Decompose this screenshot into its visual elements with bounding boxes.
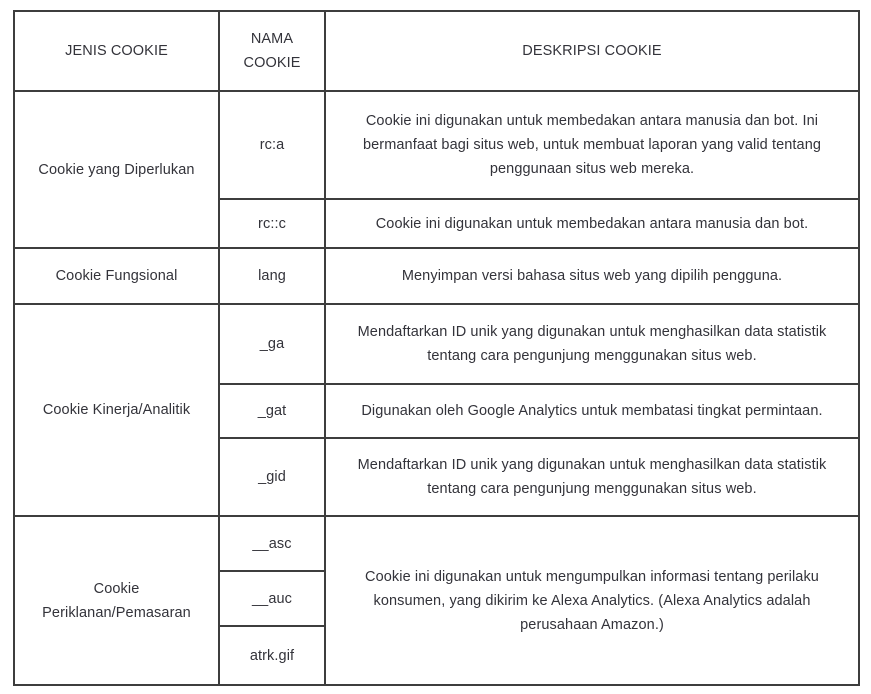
cookie-description-cell: Menyimpan versi bahasa situs web yang dipilih pengguna. [325, 248, 859, 304]
table-header-row [14, 11, 859, 91]
cookie-table [13, 10, 860, 686]
table-row [14, 516, 859, 571]
cookie-description-cell: Cookie ini digunakan untuk membedakan antara manusia dan bot. [325, 199, 859, 248]
column-header-deskripsi-cookie: DESKRIPSI COOKIE [325, 11, 859, 91]
cookie-name-cell: __asc [219, 516, 325, 571]
cookie-type-cell: Cookie Periklanan/Pemasaran [14, 516, 219, 685]
cookie-name-cell: _gid [219, 438, 325, 516]
cookie-name-cell: lang [219, 248, 325, 304]
table-row [14, 304, 859, 384]
table-row [14, 248, 859, 304]
column-header-jenis-cookie: JENIS COOKIE [14, 11, 219, 91]
cookie-description-cell: Cookie ini digunakan untuk membedakan antara manusia dan bot. Ini bermanfaat bagi situs web, untuk membuat laporan yang valid tentang penggunaan situs web mereka. [325, 91, 859, 199]
column-header-nama-cookie: NAMA COOKIE [219, 11, 325, 91]
cookie-name-cell: rc:a [219, 91, 325, 199]
cookie-description-cell: Digunakan oleh Google Analytics untuk membatasi tingkat permintaan. [325, 384, 859, 438]
cookie-name-cell: __auc [219, 571, 325, 626]
cookie-type-cell: Cookie Fungsional [14, 248, 219, 304]
cookie-description-cell: Mendaftarkan ID unik yang digunakan untuk menghasilkan data statistik tentang cara pengunjung menggunakan situs web. [325, 438, 859, 516]
cookie-description-cell: Cookie ini digunakan untuk mengumpulkan informasi tentang perilaku konsumen, yang dikirim ke Alexa Analytics. (Alexa Analytics adalah perusahaan Amazon.) [325, 516, 859, 685]
cookie-name-cell: rc::c [219, 199, 325, 248]
cookie-name-cell: atrk.gif [219, 626, 325, 685]
cookie-description-cell: Mendaftarkan ID unik yang digunakan untuk menghasilkan data statistik tentang cara pengunjung menggunakan situs web. [325, 304, 859, 384]
cookie-type-cell: Cookie yang Diperlukan [14, 91, 219, 248]
cookie-name-cell: _gat [219, 384, 325, 438]
cookie-name-cell: _ga [219, 304, 325, 384]
cookie-type-cell: Cookie Kinerja/Analitik [14, 304, 219, 516]
table-row [14, 91, 859, 199]
